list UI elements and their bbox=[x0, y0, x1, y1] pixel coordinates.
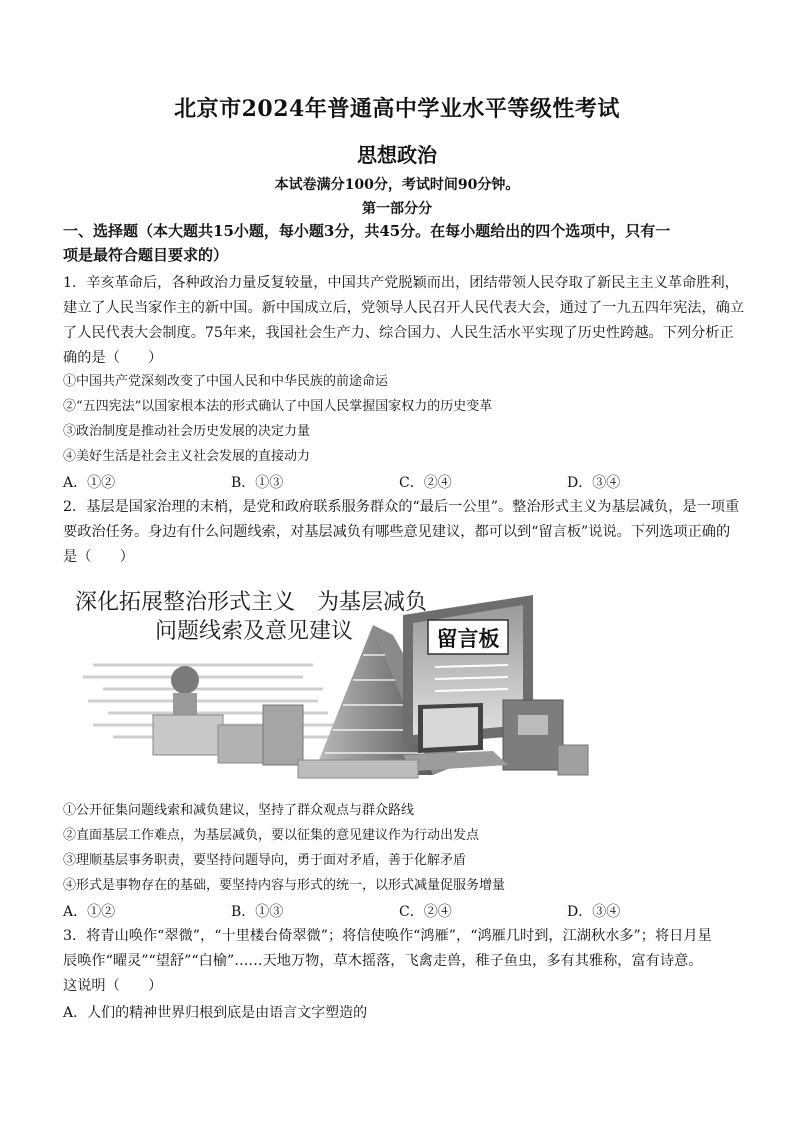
q2-stem-line: 要政治任务。身边有什么问题线索，对基层减负有哪些意见建议，都可以到“留言板”说说。下列选项正确的 bbox=[63, 524, 731, 540]
q1-statement: ③政治制度是推动社会历史发展的决定力量 bbox=[63, 424, 311, 439]
q1-stem-line: 建立了人民当家作主的新中国。新中国成立后，党领导人民召开人民代表大会，通过了一九五四年宪法，确立 bbox=[63, 300, 745, 316]
q1-statement: ①中国共产党深刻改变了中国人民和中华民族的前途命运 bbox=[63, 374, 389, 389]
q2-statement: ④形式是事物存在的基础，要坚持内容与形式的统一，以形式减量促服务增量 bbox=[63, 878, 506, 893]
q2-option-a[interactable]: A．①② bbox=[63, 904, 116, 920]
q1-option-a[interactable]: A．①② bbox=[63, 475, 116, 491]
figure-caption-line-1: 深化拓展整治形式主义 为基层减负 bbox=[75, 589, 428, 614]
q1-statement: ④美好生活是社会主义社会发展的直接动力 bbox=[63, 449, 311, 464]
q3-stem-line: 辰唤作“曜灵”“望舒”“白榆”……天地万物，草木摇落，飞禽走兽，稚子鱼虫，多有其雅称，富有诗意。 bbox=[63, 953, 703, 969]
exam-note: 本试卷满分100分，考试时间90分钟。 bbox=[274, 177, 520, 193]
q3-stem-line: 这说明（ ） bbox=[63, 978, 163, 994]
board-label: 留言板 bbox=[436, 628, 500, 651]
q2-illustration bbox=[63, 585, 593, 793]
q2-statement: ①公开征集问题线索和减负建议，坚持了群众观点与群众路线 bbox=[63, 803, 415, 818]
q2-statement: ②直面基层工作难点，为基层减负，要以征集的意见建议作为行动出发点 bbox=[63, 828, 480, 843]
q1-stem-line: 1．辛亥革命后，各种政治力量反复较量，中国共产党脱颖而出，团结带领人民夺取了新民主主义革命胜利， bbox=[63, 275, 739, 291]
q2-option-c[interactable]: C．②④ bbox=[399, 904, 452, 920]
part-title: 第一部分分 bbox=[362, 201, 432, 217]
section-heading-line-1: 一、选择题（本大题共15小题，每小题3分，共45分。在每小题给出的四个选项中，只有一 bbox=[63, 222, 671, 240]
q1-stem-line: 确的是（ ） bbox=[63, 350, 163, 366]
q1-option-b[interactable]: B．①③ bbox=[231, 475, 284, 491]
q3-option-a[interactable]: A．人们的精神世界归根到底是由语言文字塑造的 bbox=[63, 1005, 368, 1021]
q1-stem-line: 了人民代表大会制度。75年来，我国社会生产力、综合国力、人民生活水平实现了历史性跨越。下列分析正 bbox=[63, 325, 734, 341]
section-heading-line-2: 项是最符合题目要求的） bbox=[63, 246, 229, 264]
subject-title: 思想政治 bbox=[357, 143, 437, 167]
q1-option-c[interactable]: C．②④ bbox=[399, 475, 452, 491]
pedestal-figure-graphic bbox=[153, 666, 303, 765]
q2-option-d[interactable]: D．③④ bbox=[567, 904, 621, 920]
q2-option-b[interactable]: B．①③ bbox=[231, 904, 284, 920]
figure-caption-line-2: 问题线索及意见建议 bbox=[155, 618, 354, 643]
q1-statement: ②“五四宪法”以国家根本法的形式确认了中国人民掌握国家权力的历史变革 bbox=[63, 399, 493, 414]
q3-stem-line: 3．将青山唤作“翠微”，“十里楼台倚翠微”；将信使唤作“鸿雁”，“鸿雁几时到，江湖秋水多”；将日月星 bbox=[63, 928, 712, 944]
exam-title: 北京市2024年普通高中学业水平等级性考试 bbox=[174, 96, 620, 122]
q2-statement: ③理顺基层事务职责，要坚持问题导向，勇于面对矛盾，善于化解矛盾 bbox=[63, 853, 467, 868]
q2-stem-line: 是（ ） bbox=[63, 549, 134, 565]
q1-option-d[interactable]: D．③④ bbox=[567, 475, 621, 491]
q2-stem-line: 2．基层是国家治理的末梢，是党和政府联系服务群众的“最后一公里”。整治形式主义为基层减负，是一项重 bbox=[63, 499, 740, 515]
